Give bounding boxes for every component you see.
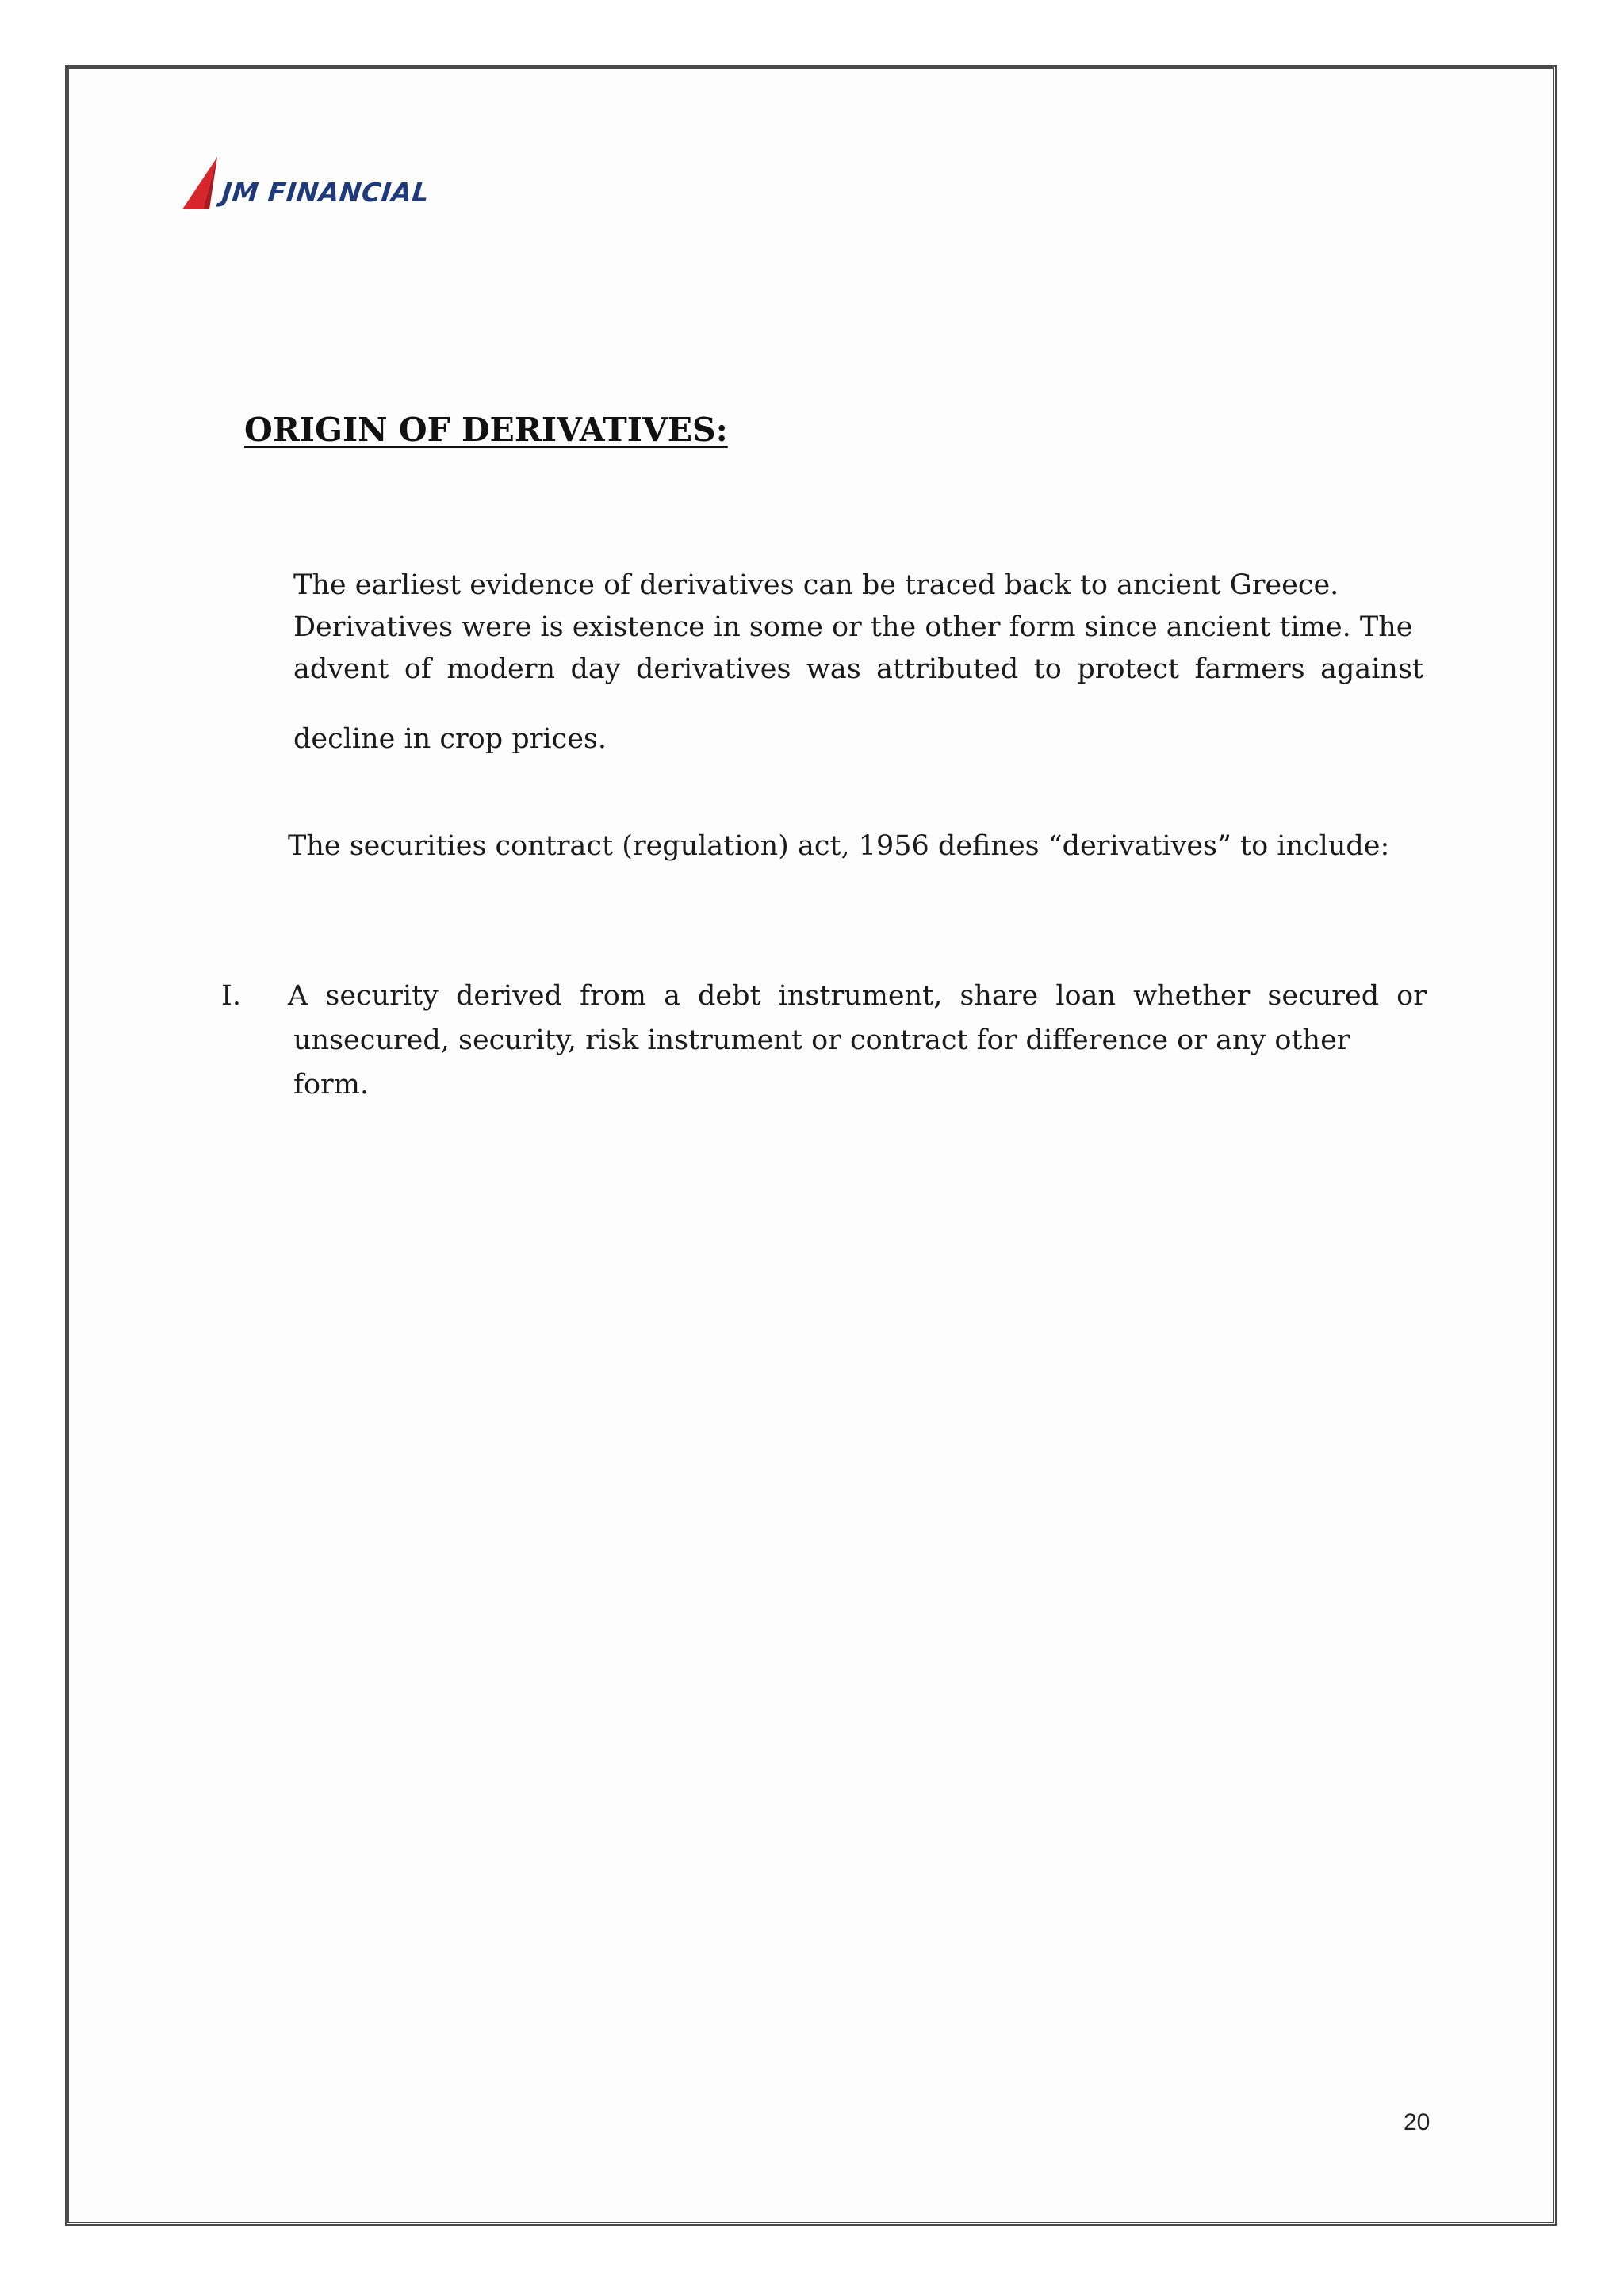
company-logo — [182, 157, 429, 211]
page-number: 20 — [1404, 2109, 1431, 2135]
list-item-line-2: unsecured, security, risk instrument or contract for difference or any other form. — [293, 1024, 1350, 1101]
intro-line-2: Derivatives were is existence in some or the other form since ancient time. The — [293, 611, 1413, 643]
logo-wordmark: JM FINANCIAL — [220, 177, 431, 208]
sail-logo-icon — [182, 157, 219, 211]
list-item — [221, 974, 1427, 1107]
intro-line-3: advent of modern day derivatives was attributed to protect farmers against — [293, 653, 1423, 685]
intro-paragraph — [293, 565, 1423, 760]
definition-paragraph: The securities contract (regulation) act, 1956 defines “derivatives” to include: — [288, 830, 1390, 862]
intro-line-4: decline in crop prices. — [293, 723, 607, 755]
intro-line-1: The earliest evidence of derivatives can be traced back to ancient Greece. — [293, 569, 1339, 601]
list-marker: I. — [221, 980, 241, 1012]
page-frame — [65, 65, 1557, 2226]
list-item-body — [288, 974, 1427, 1107]
section-heading: ORIGIN OF DERIVATIVES: — [244, 411, 728, 449]
list-item-line-1: A security derived from a debt instrument, share loan whether secured or — [288, 980, 1427, 1012]
